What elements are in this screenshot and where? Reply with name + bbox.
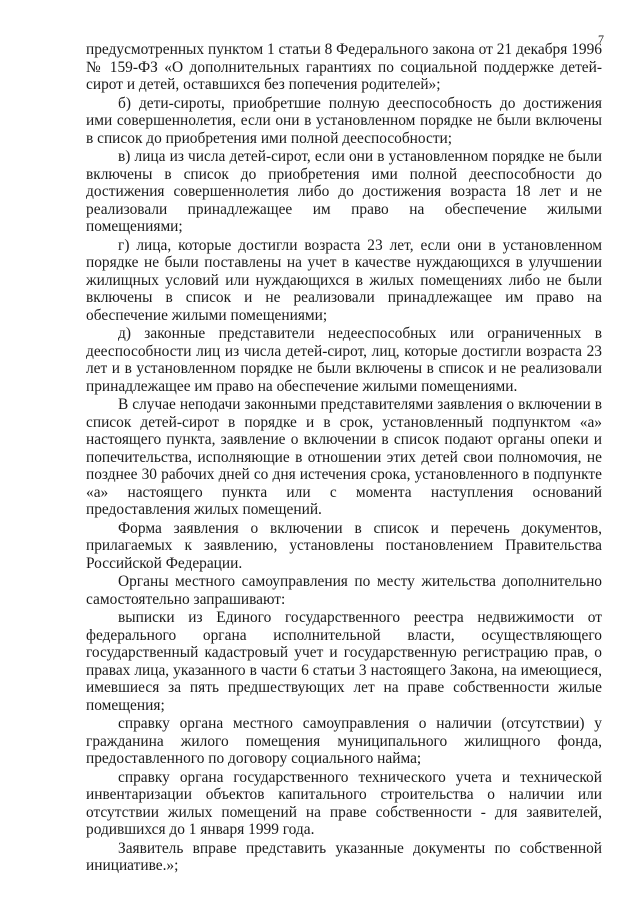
paragraph-technical-certificate: справку органа государственного технического учета и технической инвентаризации объектов капитального строительства о наличии или отсутствии жилых помещений на праве собственности - для заявителей, родившихся до 1 января 1999 года. [86,768,602,838]
paragraph-applicant-right: Заявитель вправе представить указанные документы по собственной инициативе.»; [86,839,602,874]
paragraph-local-authorities: Органы местного самоуправления по месту жительства дополнительно самостоятельно запрашивают: [86,573,602,608]
paragraph-municipal-certificate: справку органа местного самоуправления о наличии (отсутствии) у гражданина жилого помещения муниципального жилищного фонда, предоставленного по договору социального найма; [86,715,602,767]
paragraph-item-g: г) лица, которые достигли возраста 23 лет, если они в установленном порядке не были поставлены на учет в качестве нуждающихся в улучшении жилищных условий или нуждающихся в жилых помещениях либо не были включены в список и не реализовали принадлежащее им право на обеспечение жилыми помещениями; [86,236,602,324]
paragraph-guardianship: В случае неподачи законными представителями заявления о включении в список детей-сирот в порядке и в срок, установленный подпунктом «а» настоящего пункта, заявление о включении в список подают органы опеки и попечительства, исполняющие в отношении этих детей свои полномочия, не позднее 30 рабочих дней со дня истечения срока, установленного в подпункте «а» настоящего пункта или с момента наступления оснований предоставления жилых помещений. [86,396,602,518]
paragraph-continuation: предусмотренных пунктом 1 статьи 8 Федерального закона от 21 декабря 1996 № 159-ФЗ «О дополнительных гарантиях по социальной поддержке детей-сирот и детей, оставшихся без попечения родителей»; [86,41,602,93]
paragraph-application-form: Форма заявления о включении в список и перечень документов, прилагаемых к заявлению, установлены постановлением Правительства Российской Федерации. [86,519,602,572]
paragraph-item-b: б) дети-сироты, приобретшие полную дееспособность до достижения ими совершеннолетия, если они в установленном порядке не были включены в список до приобретения ими полной дееспособности; [86,94,602,147]
document-body [86,41,602,876]
paragraph-item-v: в) лица из числа детей-сирот, если они в установленном порядке не были включены в список до приобретения ими полной дееспособности до достижения совершеннолетия либо до достижения возраста 18 лет и не реализовали принадлежащее им право на обеспечение жилыми помещениями; [86,148,602,235]
page-number: 7 [598,32,604,46]
paragraph-item-d: д) законные представители недееспособных или ограниченных в дееспособности лиц из числа детей-сирот, лиц, которые достигли возраста 23 лет и в установленном порядке не были включены в список и не реализовали принадлежащее им право на обеспечение жилыми помещениями. [86,325,602,395]
paragraph-registry-extracts: выписки из Единого государственного реестра недвижимости от федерального органа исполнительной власти, осуществляющего государственный кадастровый учет и государственную регистрацию прав, о правах лица, указанного в части 6 статьи 3 настоящего Закона, на имеющиеся, имевшиеся за пять предшествующих лет на праве собственности жилые помещения; [86,609,602,714]
